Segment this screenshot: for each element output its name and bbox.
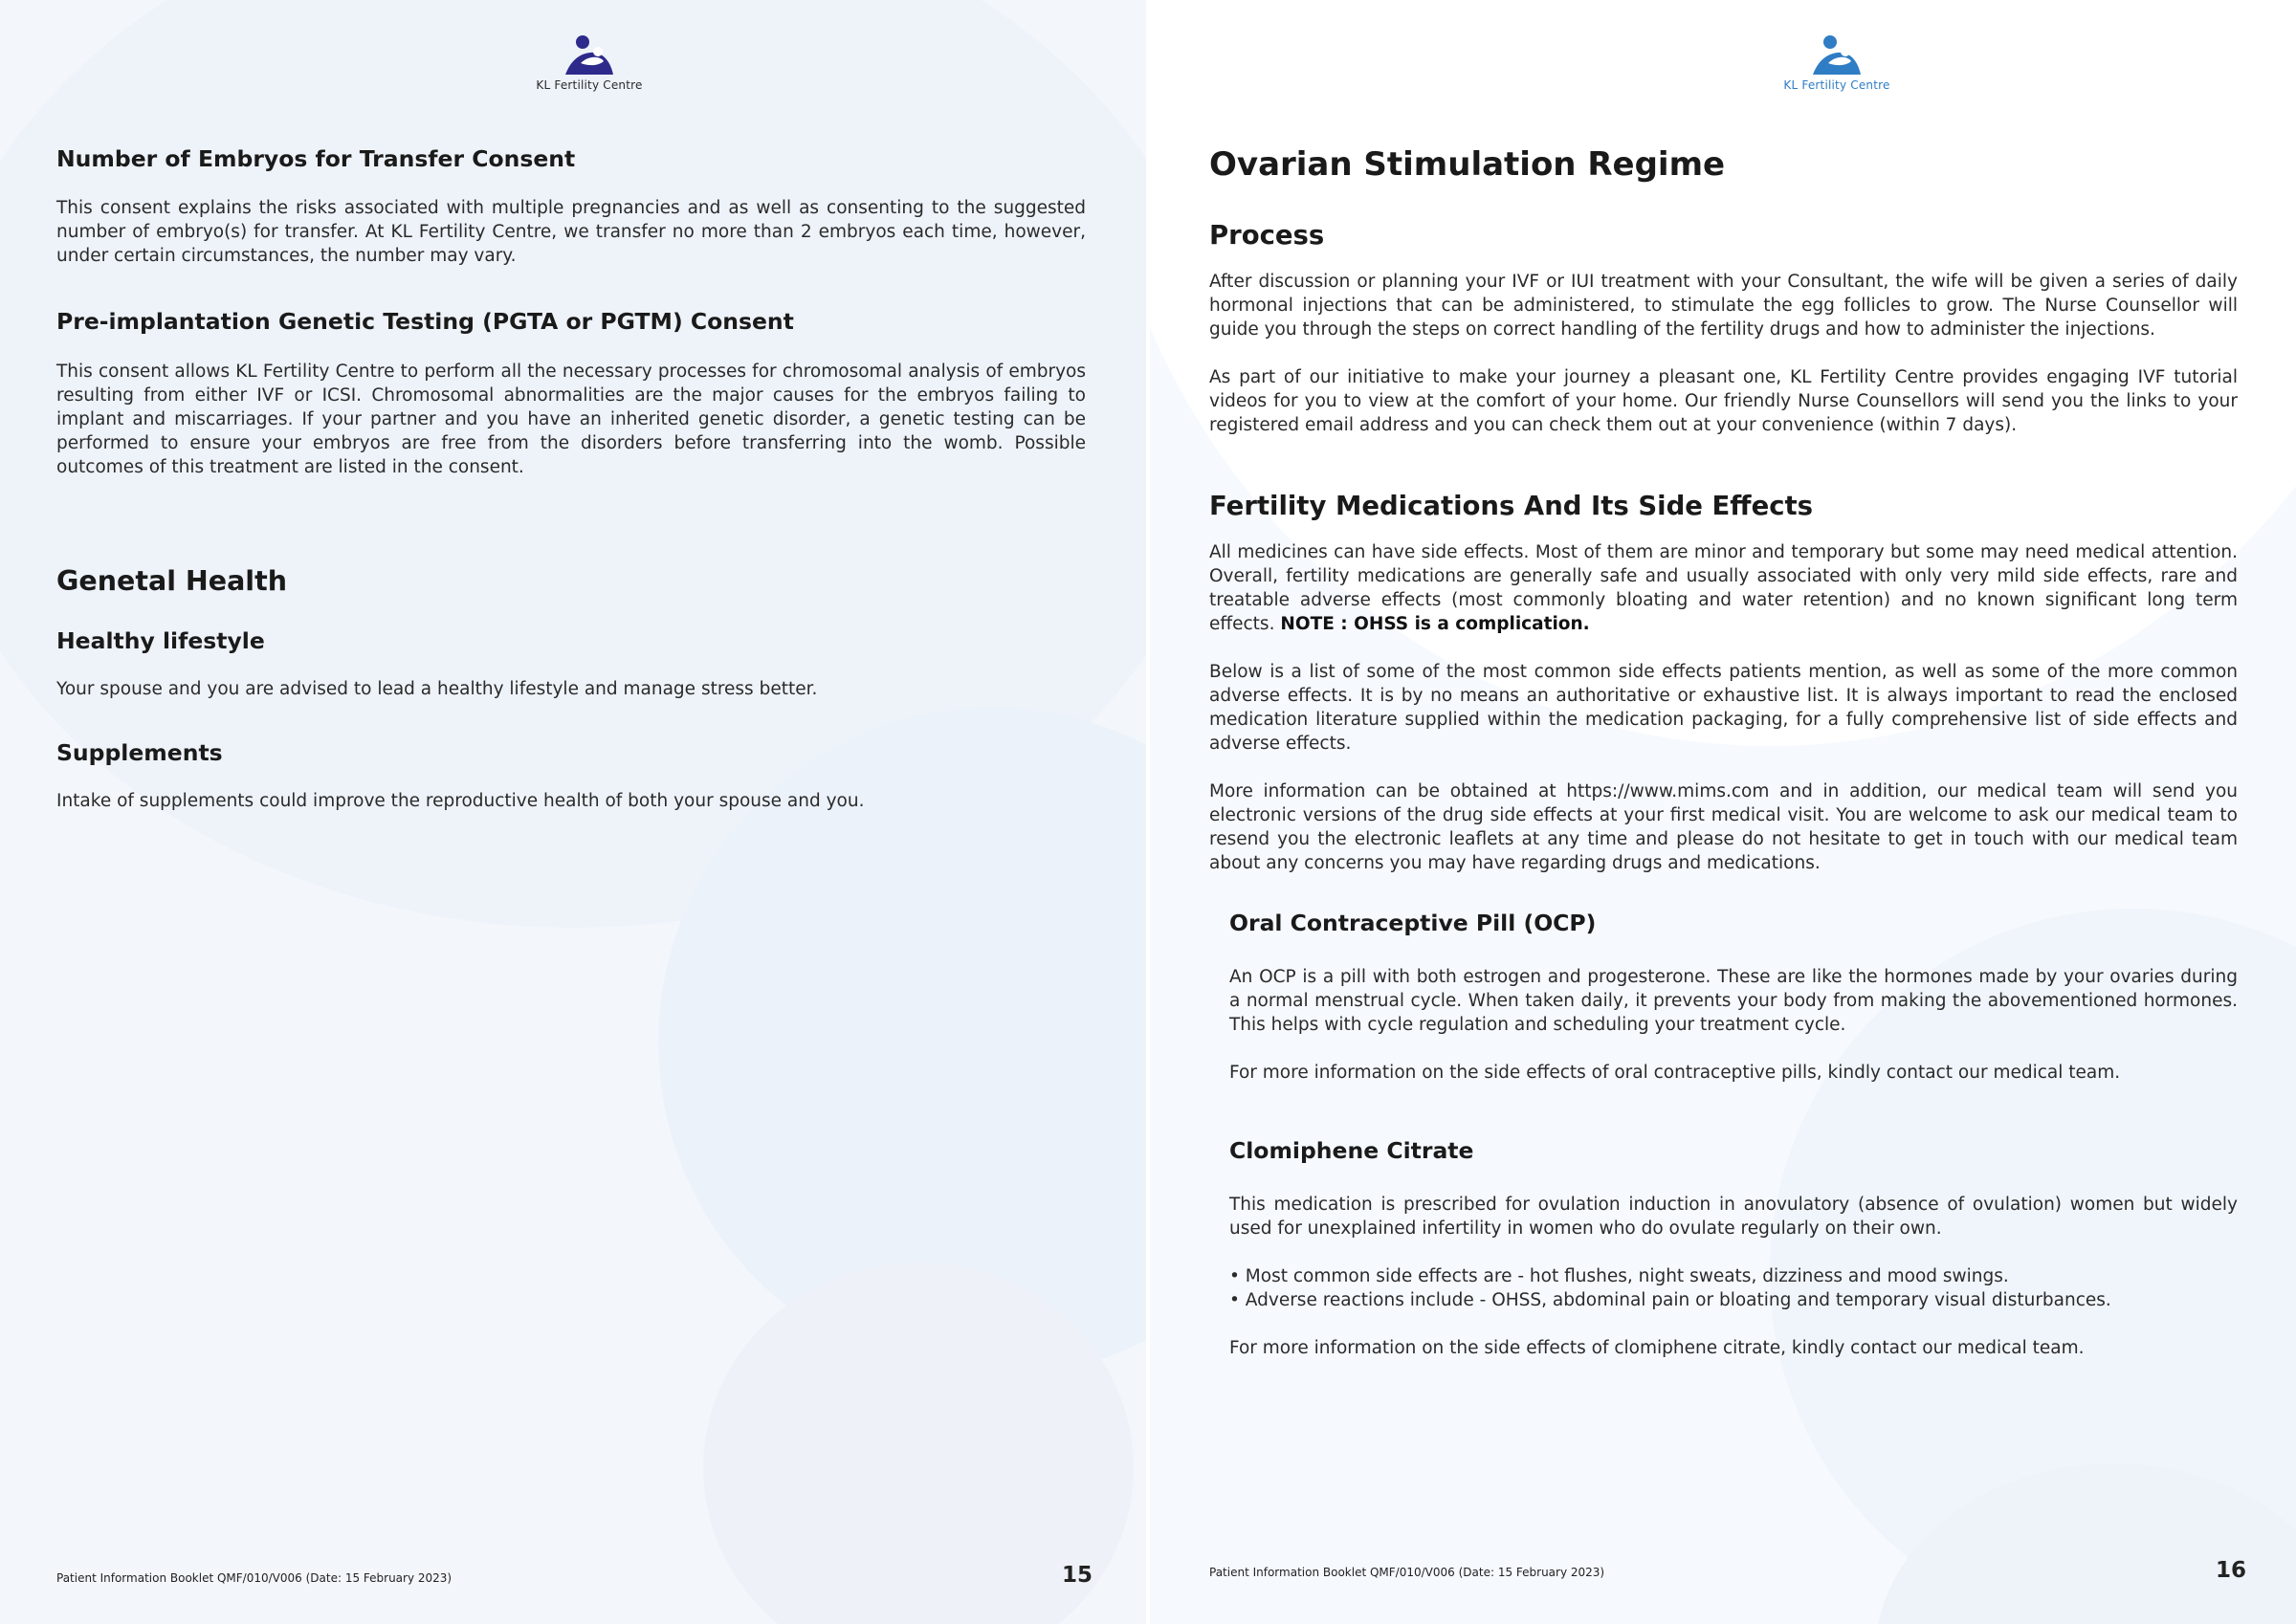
clinic-logo bbox=[1741, 34, 1932, 92]
clinic-logo-text: KL Fertility Centre bbox=[536, 78, 643, 92]
healthy-lifestyle-body: Your spouse and you are advised to lead a healthy lifestyle and manage stress better. bbox=[56, 679, 818, 699]
medication-details bbox=[1209, 910, 2238, 1360]
footer-text: Patient Information Booklet QMF/010/V006 (Date: 15 February 2023) bbox=[1209, 1566, 1605, 1579]
clinic-logo bbox=[494, 34, 685, 92]
genetal-health-heading: Genetal Health bbox=[56, 565, 287, 597]
right-content bbox=[1209, 145, 2238, 1360]
medications-paragraph: Below is a list of some of the most common side effects patients mention, as well as some of the more common adverse effects. It is by no means an authoritative or exhaustive list. It is always important to read the enclosed medication literature supplied within the medication packaging, for a fully comprehensive list of side effects and adverse effects. bbox=[1209, 662, 2238, 754]
process-heading: Process bbox=[1209, 220, 1325, 251]
page-number: 15 bbox=[1062, 1563, 1093, 1588]
healthy-lifestyle-title: Healthy lifestyle bbox=[56, 627, 265, 654]
clinic-logo-icon bbox=[562, 34, 617, 77]
medications-heading: Fertility Medications And Its Side Effects bbox=[1209, 491, 1814, 521]
clinic-logo-text: KL Fertility Centre bbox=[1783, 78, 1890, 92]
clinic-logo-icon bbox=[1809, 34, 1865, 77]
page-title: Ovarian Stimulation Regime bbox=[1209, 145, 1726, 184]
ocp-heading: Oral Contraceptive Pill (OCP) bbox=[1229, 910, 1597, 936]
clomiphene-paragraph: For more information on the side effects of clomiphene citrate, kindly contact our medical team. bbox=[1229, 1338, 2085, 1358]
page-number: 16 bbox=[2216, 1558, 2247, 1583]
footer-text: Patient Information Booklet QMF/010/V006 (Date: 15 February 2023) bbox=[56, 1571, 453, 1585]
side-effect-bullet: • Most common side effects are - hot flushes, night sweats, dizziness and mood swings. bbox=[1229, 1266, 2009, 1286]
side-effect-bullet: • Adverse reactions include - OHSS, abdominal pain or bloating and temporary visual disturbances. bbox=[1229, 1290, 2111, 1310]
right-page bbox=[1148, 0, 2296, 1624]
medications-paragraph bbox=[1209, 540, 2238, 636]
section-body: This consent allows KL Fertility Centre to perform all the necessary processes for chromosomal analysis of embryos resulting from either IVF or ICSI. Chromosomal abnormalities are the major causes for the embryos failing to implant and miscarriages. If your partner and you have an inherited genetic disorder, a genetic testing can be performed to ensure your embryos are free from the disorders before transferring into the womb. Possible outcomes of this treatment are listed in the consent. bbox=[56, 362, 1086, 477]
process-paragraph: As part of our initiative to make your journey a pleasant one, KL Fertility Centre provides engaging IVF tutorial videos for you to view at the comfort of your home. Our friendly Nurse Counsellors will send you the links to your registered email address and you can check them out at your convenience (within 7 days). bbox=[1209, 367, 2238, 435]
ocp-paragraph: For more information on the side effects of oral contraceptive pills, kindly contact our medical team. bbox=[1229, 1063, 2121, 1083]
clomiphene-paragraph: This medication is prescribed for ovulation induction in anovulatory (absence of ovulation) women but widely used for unexplained infertility in women who do ovulate regularly on their own. bbox=[1229, 1195, 2238, 1239]
section-body: This consent explains the risks associated with multiple pregnancies and as well as consenting to the suggested number of embryo(s) for transfer. At KL Fertility Centre, we transfer no more than 2 embryos each time, however, under certain circumstances, the number may vary. bbox=[56, 198, 1086, 266]
supplements-title: Supplements bbox=[56, 739, 223, 766]
page-gutter bbox=[1146, 0, 1150, 1624]
medications-paragraph-text: All medicines can have side effects. Most of them are minor and temporary but some may need medical attention. Overall, fertility medications are generally safe and usually associated with only very mild side effects, rare and treatable adverse effects (most commonly bloating and water retention) and no known significant long term effects. bbox=[1209, 542, 2238, 634]
section-title: Pre-implantation Genetic Testing (PGTA or PGTM) Consent bbox=[56, 308, 794, 335]
ocp-paragraph: An OCP is a pill with both estrogen and progesterone. These are like the hormones made by your ovaries during a normal menstrual cycle. When taken daily, it prevents your body from making the abovementioned hormones. This helps with cycle regulation and scheduling your treatment cycle. bbox=[1229, 967, 2238, 1035]
medications-paragraph: More information can be obtained at https://www.mims.com and in addition, our medical team will send you electronic versions of the drug side effects at your first medical visit. You are welcome to ask our medical team to resend you the electronic leaflets at any time and please do not hesitate to get in touch with our medical team about any concerns you may have regarding drugs and medications. bbox=[1209, 781, 2238, 873]
clomiphene-heading: Clomiphene Citrate bbox=[1229, 1137, 1474, 1164]
ohss-note: NOTE : OHSS is a complication. bbox=[1280, 614, 1590, 634]
section-title: Number of Embryos for Transfer Consent bbox=[56, 145, 576, 172]
supplements-body: Intake of supplements could improve the reproductive health of both your spouse and you. bbox=[56, 791, 865, 811]
left-content bbox=[56, 145, 1086, 813]
process-paragraph: After discussion or planning your IVF or IUI treatment with your Consultant, the wife will be given a series of daily hormonal injections that can be administered, to stimulate the egg follicles to grow. The Nurse Counsellor will guide you through the steps on correct handling of the fertility drugs and how to administer the injections. bbox=[1209, 272, 2238, 340]
